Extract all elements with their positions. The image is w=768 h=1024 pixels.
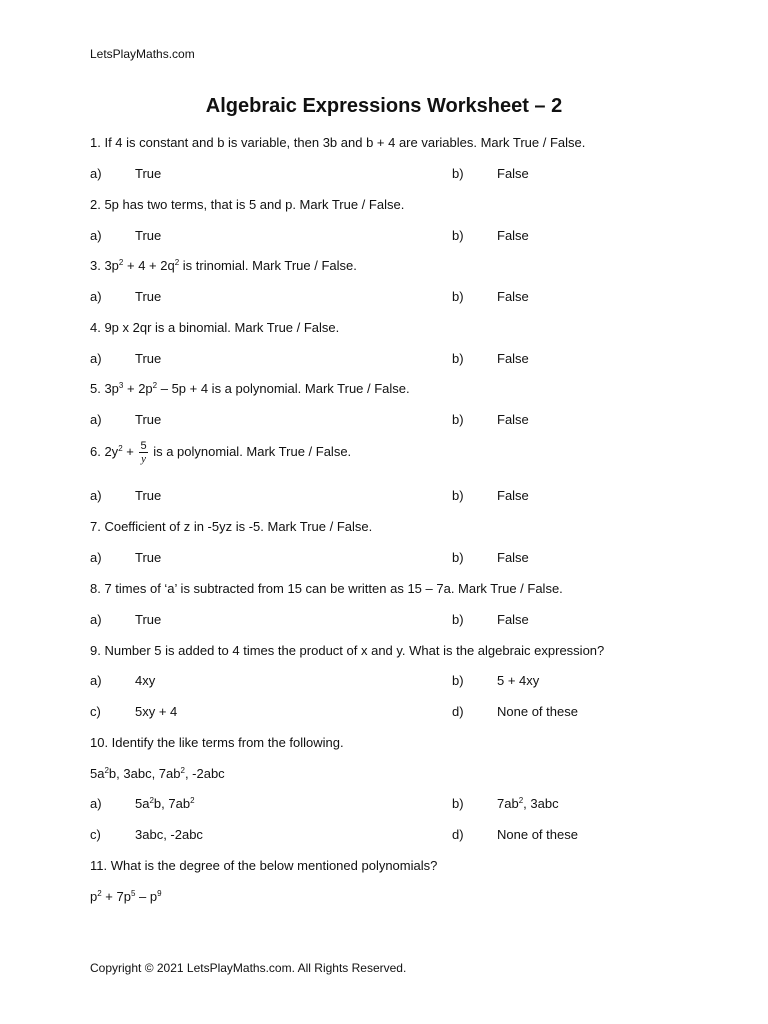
q10-terms-text-2: b, 3abc, 7ab <box>108 766 181 781</box>
option-false: False <box>497 166 529 181</box>
option-false: False <box>497 612 529 627</box>
page-title: Algebraic Expressions Worksheet – 2 <box>205 95 563 117</box>
q11-text-3: – p <box>135 889 158 904</box>
options-row-q1 <box>90 166 690 184</box>
option-label-a: a) <box>90 488 102 503</box>
site-name: LetsPlayMaths.com <box>90 47 195 61</box>
options-row-q4 <box>90 351 690 369</box>
q6-text-2: + <box>122 443 138 459</box>
q10-terms-text-1: 5a <box>90 766 105 781</box>
option-label-a: a) <box>90 351 102 366</box>
q3-text-3: is trinomial. Mark True / False. <box>179 258 357 273</box>
option-a-value <box>135 796 195 811</box>
option-label-b: b) <box>452 228 464 243</box>
q5-text-3: – 5p + 4 is a polynomial. Mark True / False. <box>157 381 410 396</box>
q11-exponent-3: 9 <box>157 889 162 898</box>
question-2: 2. 5p has two terms, that is 5 and p. Mark True / False. <box>90 197 405 212</box>
option-label-b: b) <box>452 351 464 366</box>
option-b-value <box>497 796 559 811</box>
option-false: False <box>497 289 529 304</box>
question-8: 8. 7 times of ‘a’ is subtracted from 15 can be written as 15 – 7a. Mark True / False. <box>90 581 563 596</box>
option-true: True <box>135 228 162 243</box>
q10-terms <box>90 766 225 781</box>
options-row-q10-ab <box>90 796 690 814</box>
option-c-value: 5xy + 4 <box>135 704 178 719</box>
option-label-a: a) <box>90 412 102 427</box>
q6-exponent-1: 2 <box>118 443 123 453</box>
question-9: 9. Number 5 is added to 4 times the product of x and y. What is the algebraic expression? <box>90 643 605 658</box>
options-row-q6 <box>90 488 690 506</box>
q5-text-1: 5. 3p <box>90 381 119 396</box>
question-1: 1. If 4 is constant and b is variable, then 3b and b + 4 are variables. Mark True / False. <box>90 135 586 150</box>
options-row-q8 <box>90 612 690 630</box>
q5-exponent-1: 3 <box>118 381 124 390</box>
option-false: False <box>497 550 529 565</box>
question-5 <box>90 381 410 396</box>
option-c-value: 3abc, -2abc <box>135 827 203 842</box>
q10-a-exponent-1: 2 <box>149 796 154 805</box>
option-false: False <box>497 351 529 366</box>
option-label-d: d) <box>452 827 464 842</box>
q10-a-text-1: 5a <box>135 796 150 811</box>
option-label-a: a) <box>90 228 102 243</box>
options-row-q3 <box>90 289 690 307</box>
option-b-value: 5 + 4xy <box>497 673 540 688</box>
option-false: False <box>497 412 529 427</box>
question-7: 7. Coefficient of z in -5yz is -5. Mark True / False. <box>90 519 373 534</box>
options-row-q5 <box>90 412 690 430</box>
fraction-numerator: 5 <box>140 440 147 452</box>
question-3 <box>90 258 357 273</box>
option-false: False <box>497 228 529 243</box>
q10-terms-exponent-1: 2 <box>104 766 109 775</box>
q11-exponent-1: 2 <box>97 889 102 898</box>
q6-text-1: 6. 2y <box>90 443 119 459</box>
option-a-value: 4xy <box>135 673 156 688</box>
option-true: True <box>135 550 162 565</box>
q3-text-2: + 4 + 2q <box>123 258 175 273</box>
fraction <box>139 440 147 465</box>
q10-b-text-1: 7ab <box>497 796 519 811</box>
q5-text-2: + 2p <box>123 381 153 396</box>
option-label-a: a) <box>90 289 102 304</box>
question-6 <box>90 440 351 465</box>
option-label-c: c) <box>90 827 101 842</box>
option-label-b: b) <box>452 289 464 304</box>
options-row-q7 <box>90 550 690 568</box>
option-label-a: a) <box>90 796 102 811</box>
q10-terms-exponent-2: 2 <box>180 766 185 775</box>
fraction-denominator: y <box>141 453 146 465</box>
options-row-q2 <box>90 228 690 246</box>
option-label-a: a) <box>90 166 102 181</box>
option-label-a: a) <box>90 550 102 565</box>
option-label-b: b) <box>452 488 464 503</box>
copyright-notice: Copyright © 2021 LetsPlayMaths.com. All Rights Reserved. <box>90 961 407 975</box>
q11-expression <box>90 889 162 904</box>
question-11: 11. What is the degree of the below mentioned polynomials? <box>90 858 438 873</box>
q5-exponent-2: 2 <box>152 381 158 390</box>
q11-text-2: + 7p <box>101 889 131 904</box>
option-label-b: b) <box>452 412 464 427</box>
q10-a-text-2: b, 7ab <box>153 796 191 811</box>
option-true: True <box>135 488 162 503</box>
q3-text-1: 3. 3p <box>90 258 119 273</box>
option-label-b: b) <box>452 796 464 811</box>
option-true: True <box>135 412 162 427</box>
q10-b-text-2: , 3abc <box>523 796 559 811</box>
q10-b-exponent-1: 2 <box>518 796 524 805</box>
option-true: True <box>135 166 162 181</box>
q3-exponent-2: 2 <box>174 258 180 267</box>
q3-exponent-1: 2 <box>118 258 124 267</box>
options-row-q10-cd <box>90 827 690 845</box>
option-label-b: b) <box>452 612 464 627</box>
option-label-b: b) <box>452 166 464 181</box>
option-true: True <box>135 351 162 366</box>
option-label-b: b) <box>452 673 464 688</box>
option-d-value: None of these <box>497 704 578 719</box>
option-label-a: a) <box>90 612 102 627</box>
option-label-b: b) <box>452 550 464 565</box>
q11-text-1: p <box>90 889 98 904</box>
option-true: True <box>135 289 162 304</box>
q6-text-3: is a polynomial. Mark True / False. <box>149 443 352 459</box>
option-label-c: c) <box>90 704 101 719</box>
option-label-a: a) <box>90 673 102 688</box>
options-row-q9-cd <box>90 704 690 722</box>
question-4: 4. 9p x 2qr is a binomial. Mark True / False. <box>90 320 340 335</box>
q10-terms-text-3: , -2abc <box>184 766 225 781</box>
option-label-d: d) <box>452 704 464 719</box>
option-false: False <box>497 488 529 503</box>
options-row-q9-ab <box>90 673 690 691</box>
option-true: True <box>135 612 162 627</box>
q10-a-exponent-2: 2 <box>190 796 195 805</box>
q11-exponent-2: 5 <box>130 889 136 898</box>
option-d-value: None of these <box>497 827 578 842</box>
question-10: 10. Identify the like terms from the following. <box>90 735 344 750</box>
